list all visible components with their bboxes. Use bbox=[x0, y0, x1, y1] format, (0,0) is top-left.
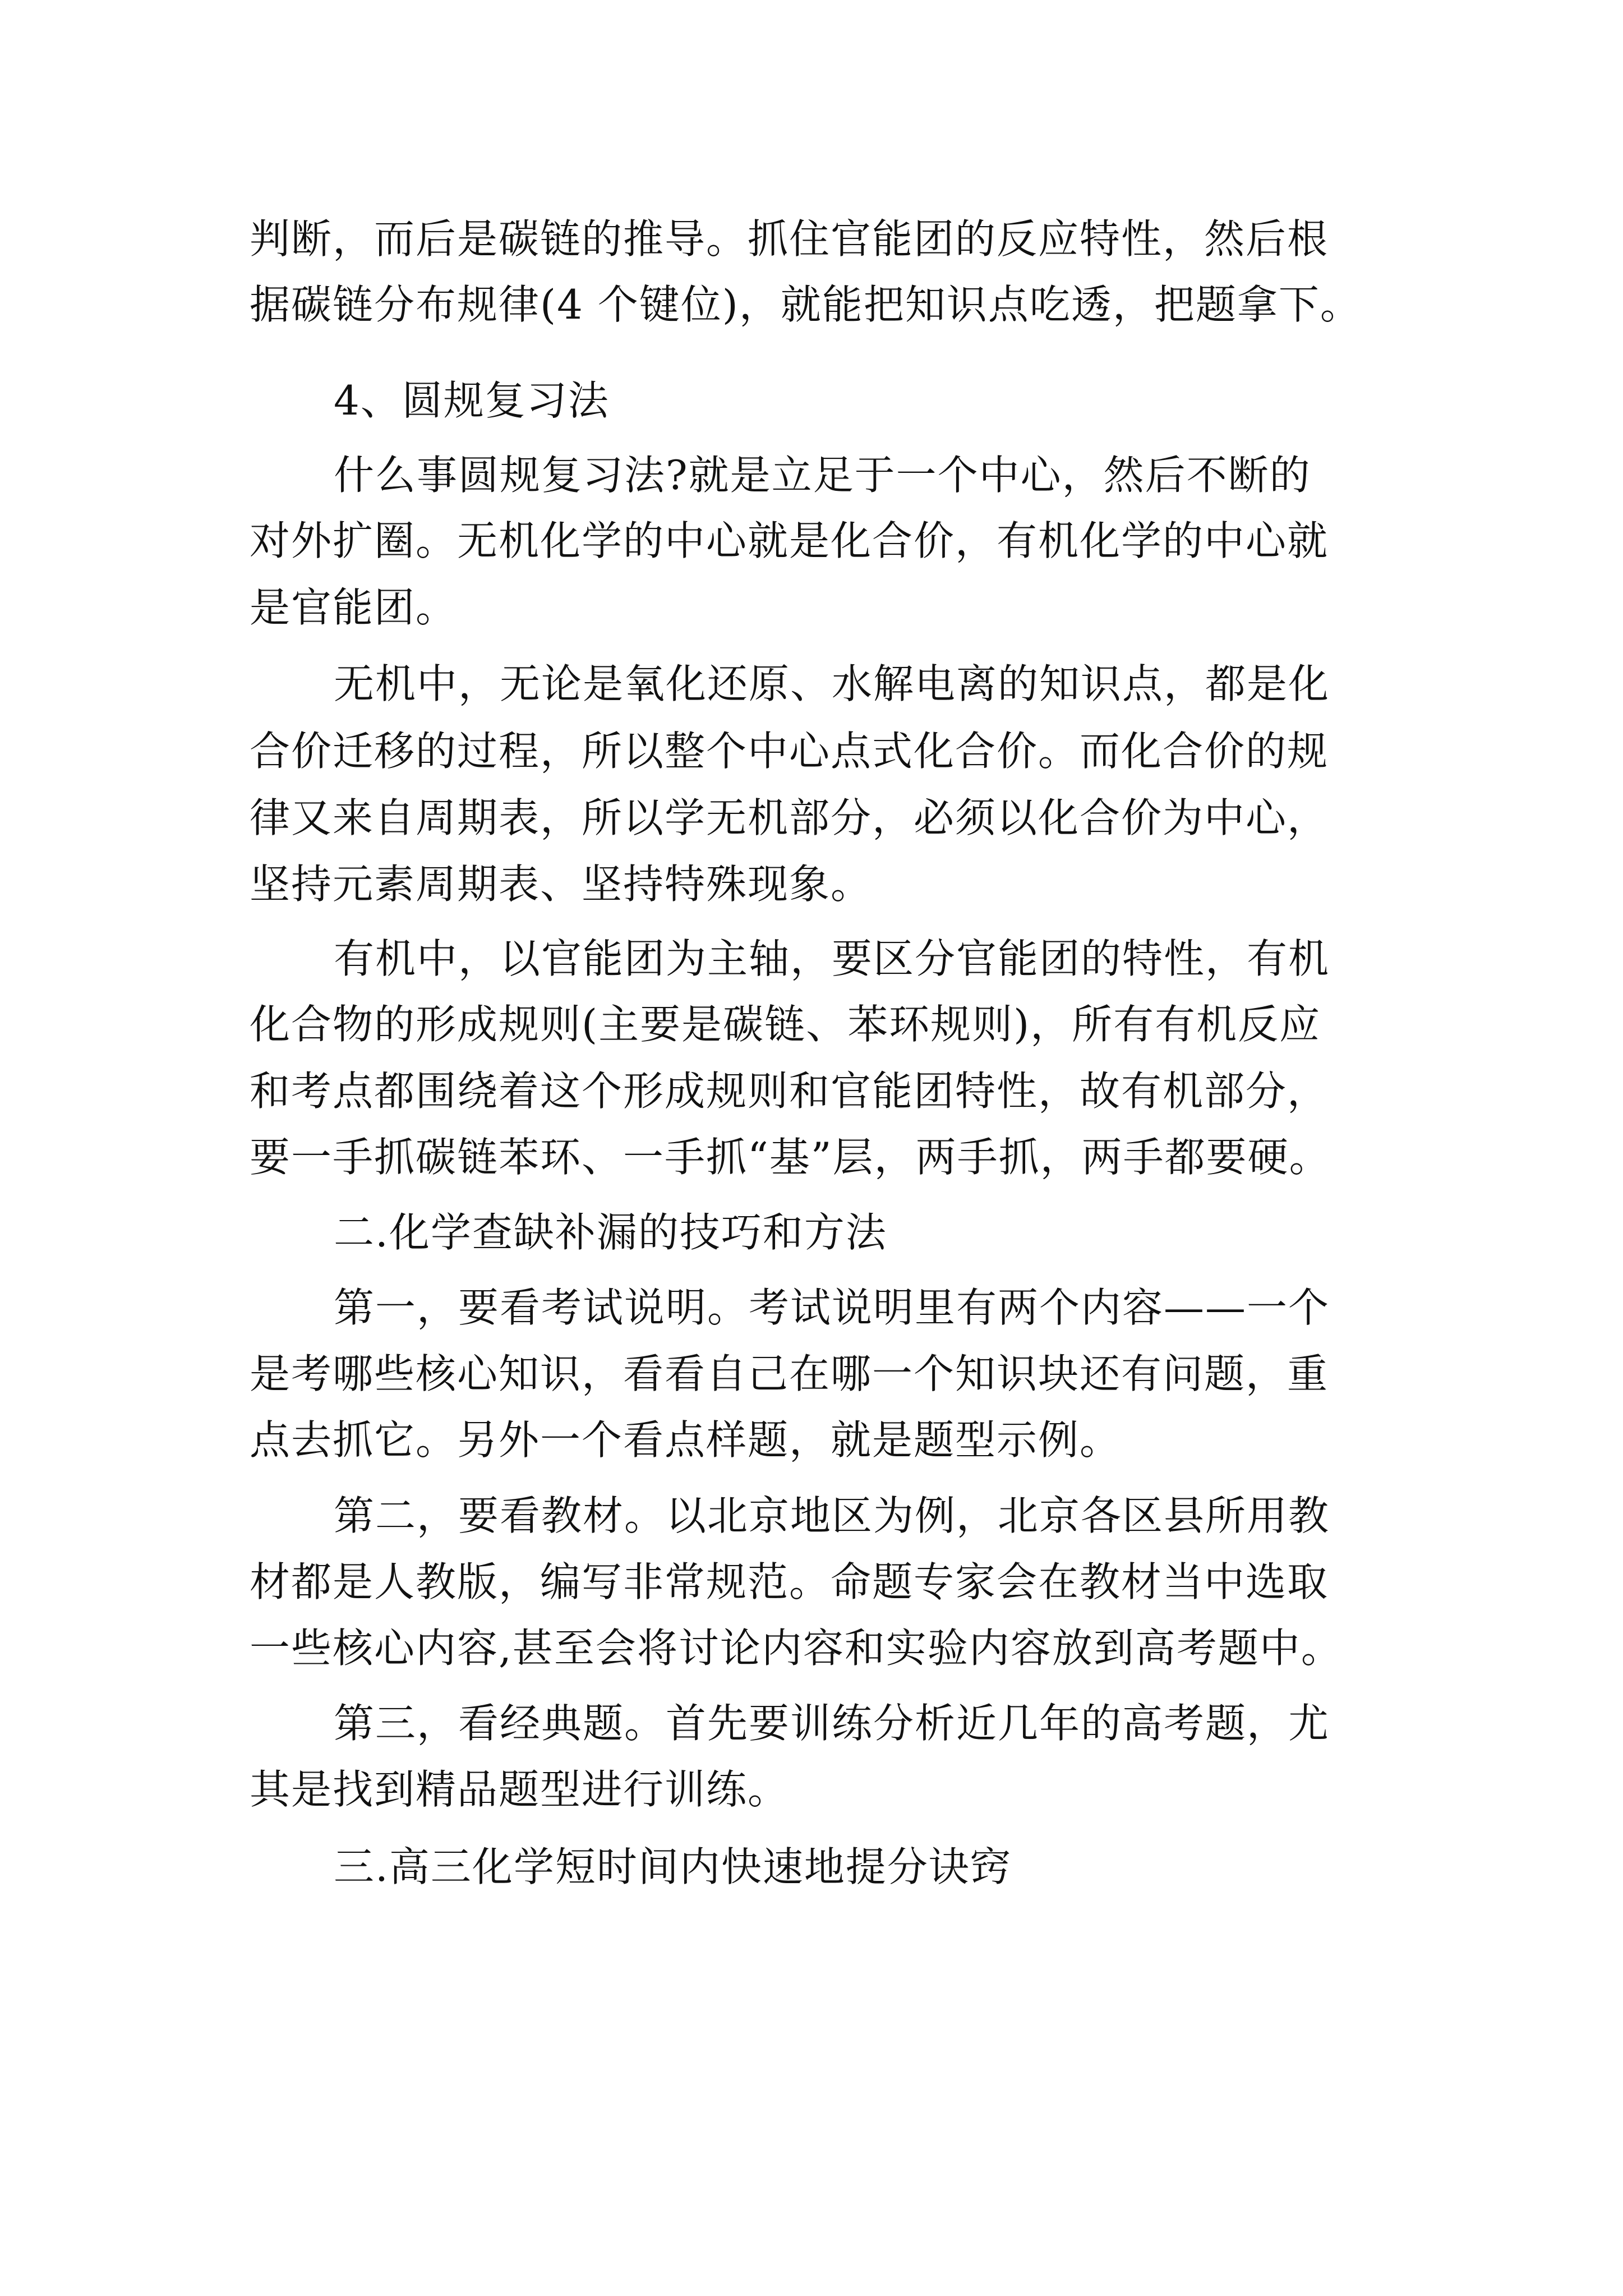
text-line: 其是找到精品题型进行训练。 bbox=[250, 1766, 790, 1813]
text-line: 点去抓它。另外一个看点样题，就是题型示例。 bbox=[250, 1416, 1122, 1464]
text-line: 要一手抓碳链苯环、一手抓“基”层，两手抓，两手都要硬。 bbox=[250, 1134, 1331, 1181]
text-line: 律又来自周期表，所以学无机部分，必须以化合价为中心， bbox=[250, 794, 1329, 841]
text-line: 和考点都围绕着这个形成规则和官能团特性，故有机部分， bbox=[250, 1068, 1329, 1115]
text-line: 据碳链分布规律(4 个键位)，就能把知识点吃透，把题拿下。 bbox=[250, 281, 1362, 328]
section-heading: 4、圆规复习法 bbox=[334, 377, 610, 424]
text-line: 材都是人教版，编写非常规范。命题专家会在教材当中选取 bbox=[250, 1558, 1329, 1605]
text-line: 是考哪些核心知识，看看自己在哪一个知识块还有问题，重 bbox=[250, 1350, 1329, 1397]
text-line: 合价迁移的过程，所以整个中心点式化合价。而化合价的规 bbox=[250, 728, 1329, 775]
text-line: 坚持元素周期表、坚持特殊现象。 bbox=[250, 861, 873, 908]
text-line: 判断，而后是碳链的推导。抓住官能团的反应特性，然后根 bbox=[250, 215, 1329, 263]
paragraph-line: 有机中，以官能团为主轴，要区分官能团的特性，有机 bbox=[334, 935, 1330, 982]
paragraph-line: 第二，要看教材。以北京地区为例，北京各区县所用教 bbox=[334, 1492, 1330, 1539]
text-line: 对外扩圈。无机化学的中心就是化合价，有机化学的中心就 bbox=[250, 517, 1329, 564]
paragraph-line: 第三，看经典题。首先要训练分析近几年的高考题，尤 bbox=[334, 1700, 1330, 1747]
paragraph-line: 第一，要看考试说明。考试说明里有两个内容——一个 bbox=[334, 1284, 1330, 1331]
text-line: 化合物的形成规则(主要是碳链、苯环规则)，所有有机反应 bbox=[250, 1001, 1321, 1048]
section-heading: 三.高三化学短时间内快速地提分诀窍 bbox=[334, 1843, 1012, 1890]
text-line: 一些核心内容,甚至会将讨论内容和实验内容放到高考题中。 bbox=[250, 1625, 1343, 1672]
section-heading: 二.化学查缺补漏的技巧和方法 bbox=[334, 1209, 887, 1256]
paragraph-line: 无机中，无论是氧化还原、水解电离的知识点，都是化 bbox=[334, 660, 1330, 707]
paragraph-line: 什么事圆规复习法?就是立足于一个中心，然后不断的 bbox=[334, 452, 1311, 499]
text-line: 是官能团。 bbox=[250, 584, 458, 631]
